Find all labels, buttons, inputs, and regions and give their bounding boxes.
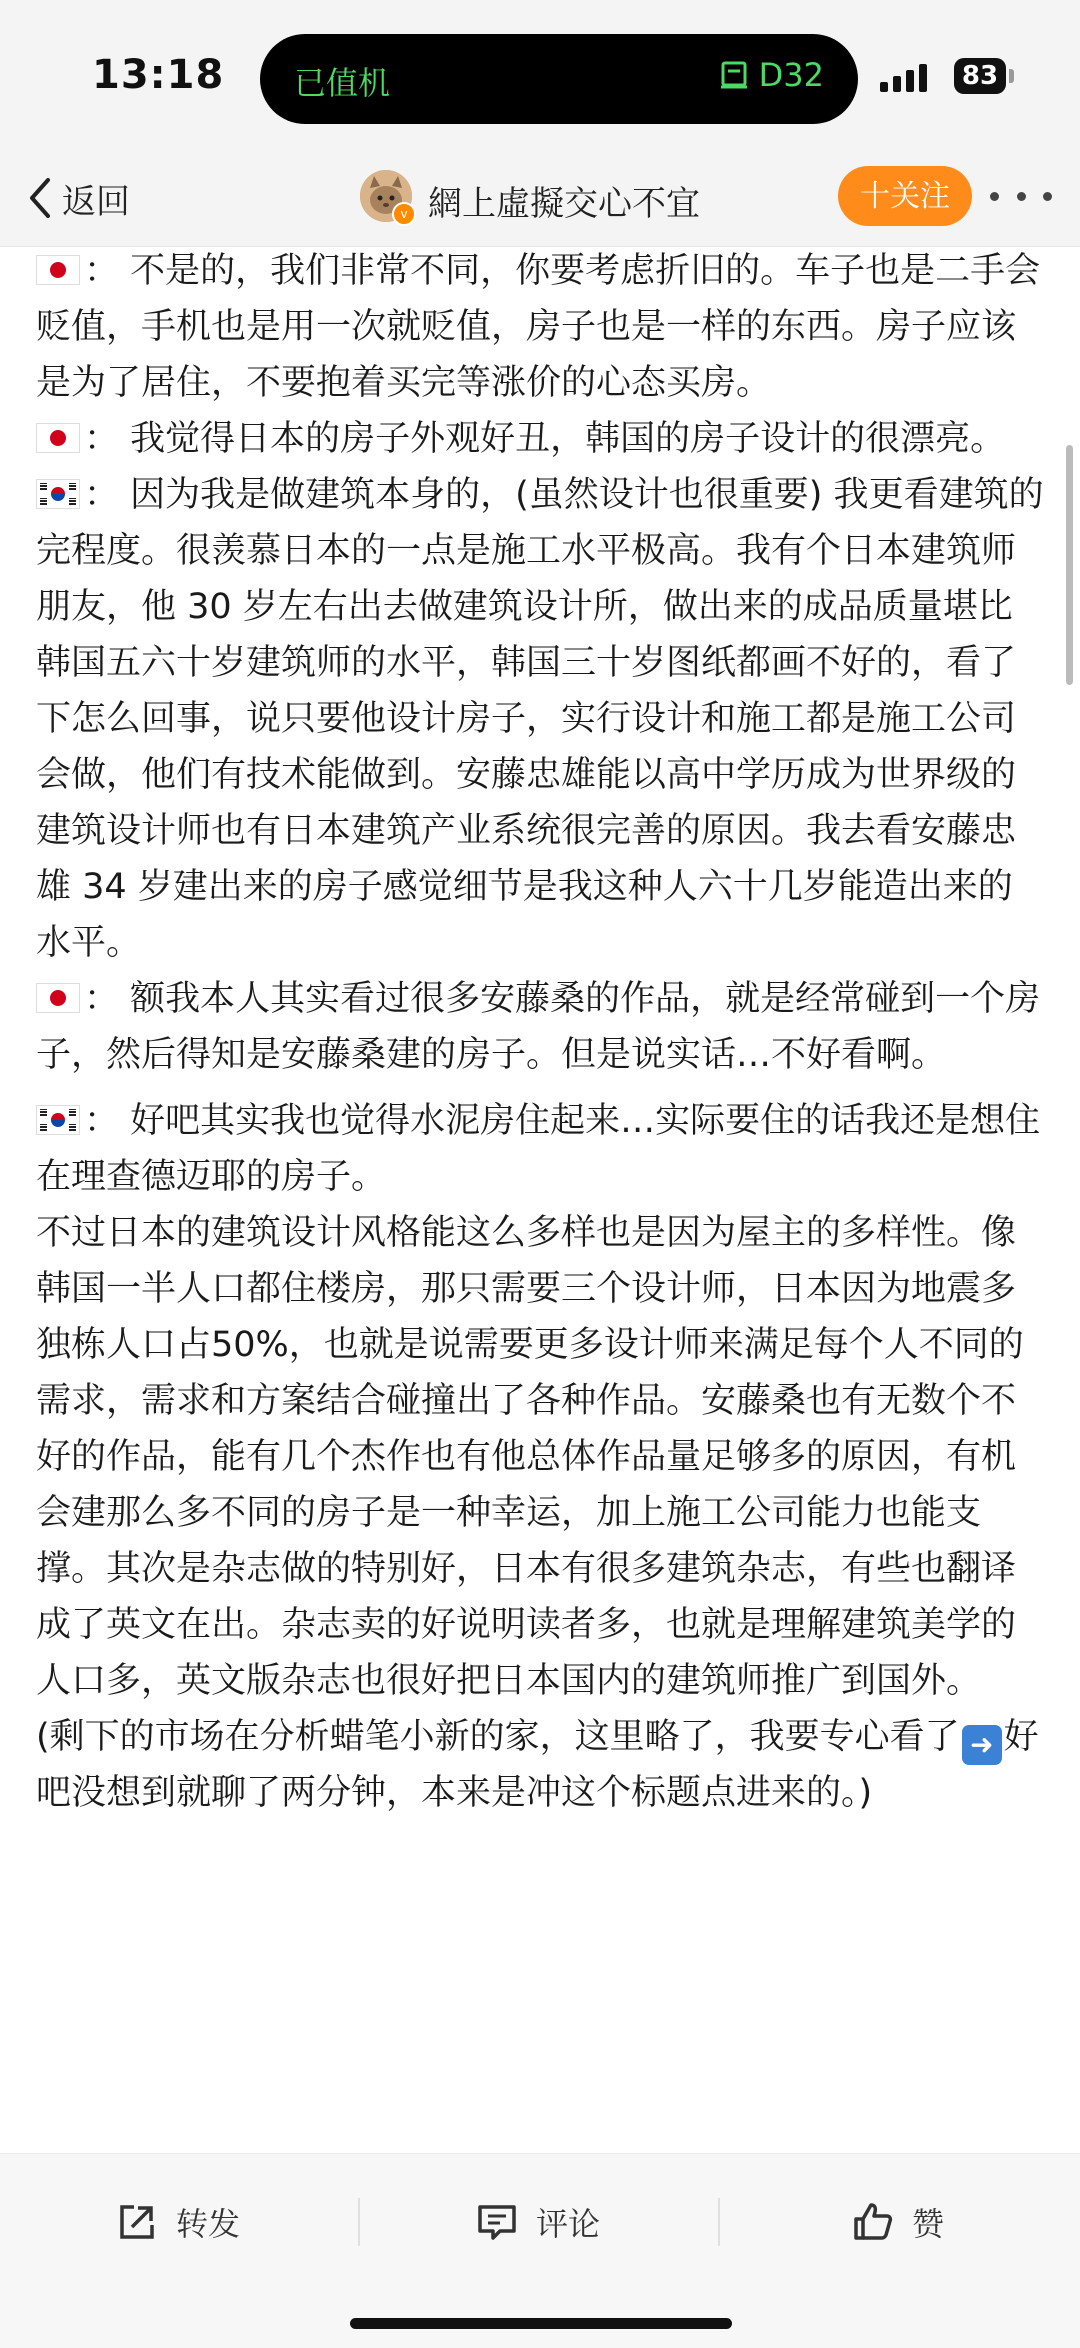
korea-flag-icon — [36, 1105, 80, 1135]
comment-label: 评论 — [536, 2205, 601, 2243]
home-indicator[interactable] — [350, 2318, 732, 2329]
back-button[interactable] — [24, 170, 130, 226]
toolbar-divider — [358, 2198, 360, 2246]
island-checkin-label: 已值机 — [294, 64, 391, 102]
paragraph — [36, 971, 1046, 1083]
comment-icon — [476, 2201, 518, 2243]
japan-flag-icon — [36, 255, 80, 285]
more-dot-icon — [1043, 192, 1052, 201]
share-icon — [116, 2201, 158, 2243]
comment-button[interactable] — [476, 2194, 600, 2250]
paragraph-text: ： 因为我是做建筑本身的，(虽然设计也很重要) 我更看建筑的完程度。很羡慕日本的一点是施工水平极高。我有个日本建筑师朋友，他 30 岁左右出去做建筑设计所，做出来的成品质量堪比韩国五六十岁建筑师的水平，韩国三十岁图纸都画不好的，看了下怎么回事，说只要他设计房子，实行设计和施工都是施工公司会做，他们有技术能做到。安藤忠雄能以高中学历成为世界级的建筑设计师也有日本建筑产业系统很完善的原因。我去看安藤忠雄 34 岁建出来的房子感觉细节是我这种人六十几岁能造出来的水平。 — [36, 475, 1044, 963]
battery-cap — [1009, 69, 1014, 83]
paragraph-text: 好吧没想到就聊了两分钟，本来是冲这个标题点进来的。) — [36, 1717, 1039, 1813]
like-label: 赞 — [912, 2205, 945, 2243]
japan-flag-icon — [36, 983, 80, 1013]
paragraph — [36, 1093, 1046, 1205]
more-dot-icon — [990, 192, 999, 201]
back-label: 返回 — [62, 181, 130, 222]
article-body — [36, 243, 1046, 2153]
right-arrow-icon: ➜ — [962, 1725, 1002, 1765]
island-gate-label: D32 — [758, 56, 824, 94]
paragraph-text: ： 好吧其实我也觉得水泥房住起来…实际要住的话我还是想住在理查德迈耶的房子。 — [36, 1101, 1041, 1197]
paragraph — [36, 411, 1046, 467]
avatar[interactable] — [360, 170, 412, 222]
verified-badge-icon: v — [392, 202, 416, 226]
dynamic-island[interactable] — [260, 34, 858, 124]
share-label: 转发 — [176, 2205, 241, 2243]
paragraph-text: ： 额我本人其实看过很多安藤桑的作品，就是经常碰到一个房子，然后得知是安藤桑建的房子。但是说实话…不好看啊。 — [36, 979, 1041, 1075]
nav-bar — [0, 150, 1080, 247]
follow-button[interactable]: 十关注 — [838, 166, 972, 226]
more-options-button[interactable] — [990, 168, 1052, 224]
chevron-left-icon — [24, 174, 58, 222]
paragraph — [36, 243, 1046, 411]
signal-icon — [880, 62, 927, 92]
like-button[interactable] — [852, 2194, 944, 2250]
paragraph-text: ： 不是的，我们非常不同，你要考虑折旧的。车子也是二手会贬值，手机也是用一次就贬值，房子也是一样的东西。房子应该是为了居住，不要抱着买完等涨价的心态买房。 — [36, 251, 1041, 403]
page-title: 網上虛擬交心不宜 — [428, 184, 700, 224]
share-button[interactable] — [116, 2194, 240, 2250]
status-time: 13:18 — [92, 52, 225, 98]
battery-icon: 83 — [954, 58, 1006, 94]
scrollbar[interactable] — [1066, 445, 1073, 685]
paragraph-text: 不过日本的建筑设计风格能这么多样也是因为屋主的多样性。像韩国一半人口都住楼房，那只需要三个设计师，日本因为地震多独栋人口占50%，也就是说需要更多设计师来满足每个人不同的需求，需求和方案结合碰撞出了各种作品。安藤桑也有无数个不好的作品，能有几个杰作也有他总体作品量足够多的原因，有机会建那么多不同的房子是一种幸运，加上施工公司能力也能支撑。其次是杂志做的特别好，日本有很多建筑杂志，有些也翻译成了英文在出。杂志卖的好说明读者多，也就是理解建筑美学的人口多，英文版杂志也很好把日本国内的建筑师推广到国外。 — [36, 1213, 1024, 1701]
paragraph — [36, 1205, 1046, 1709]
thumbs-up-icon — [852, 2201, 894, 2243]
toolbar-divider — [718, 2198, 720, 2246]
boarding-gate-icon — [719, 60, 749, 90]
paragraph-text: (剩下的市场在分析蜡笔小新的家，这里略了，我要专心看了 — [36, 1717, 960, 1757]
japan-flag-icon — [36, 423, 80, 453]
paragraph-gap — [36, 1083, 1046, 1093]
status-bar — [0, 0, 1080, 150]
paragraph — [36, 467, 1046, 971]
korea-flag-icon — [36, 479, 80, 509]
more-dot-icon — [1017, 192, 1026, 201]
island-gate — [719, 56, 824, 94]
paragraph-text: ： 我觉得日本的房子外观好丑，韩国的房子设计的很漂亮。 — [84, 419, 1006, 459]
paragraph — [36, 1709, 1046, 1821]
